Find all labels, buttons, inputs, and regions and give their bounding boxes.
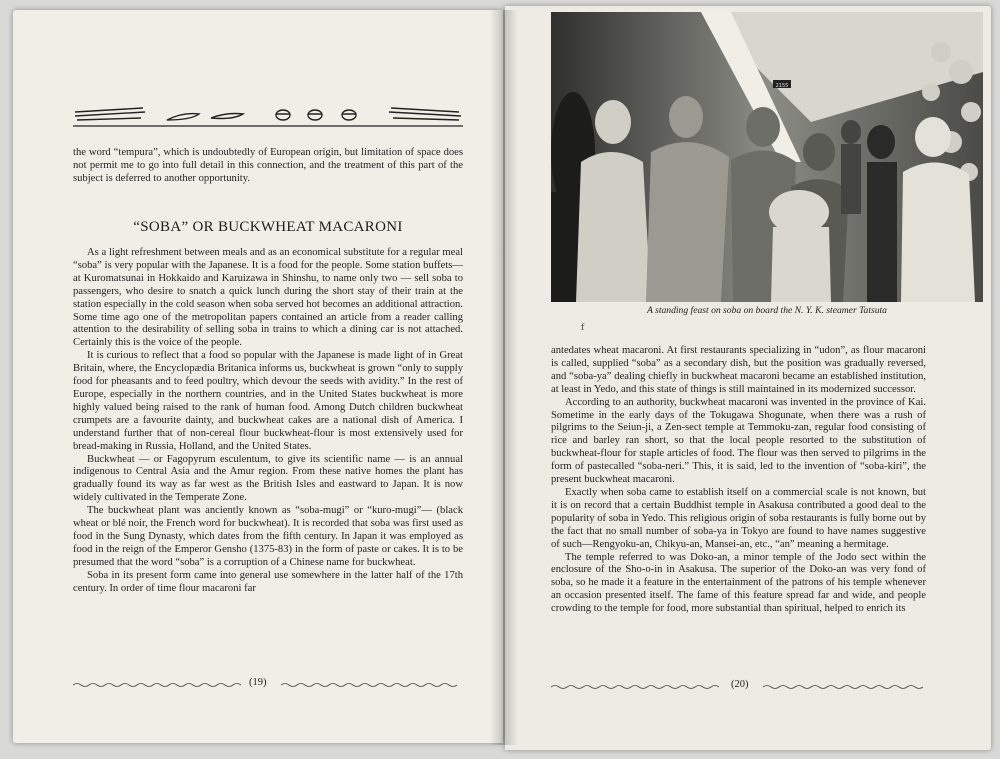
photo-illustration [551, 12, 983, 302]
footer-wavy-rule-right [763, 684, 928, 690]
paragraph: Buckwheat — or Fagopyrum esculentum, to give its scientific name — is an annual indigenous to Central Asia and the Amur region. From these native homes the plant has gradually found its way as far west as the British Isles and eastward to Japan. It is now widely cultivated in the Temperate Zone. [73, 453, 463, 504]
paragraph: antedates wheat macaroni. At first restaurants specializing in “udon”, as flour macaroni is called, supplied “soba” as a secondary dish, but the position was gradually reversed, and “soba-ya” dealing chiefly in buckwheat macaroni became an established institution, at least in Yedo, and this state of things is still maintained in its modernized successor. [551, 345, 926, 395]
paragraph: Soba in its present form came into general use somewhere in the latter half of the 17th century. In order of time flour macaroni far [73, 569, 463, 594]
left-intro-text [73, 147, 463, 186]
chopsticks-bowls-ornament [73, 104, 463, 130]
photo-caption: A standing feast on soba on board the N. Y. K. steamer Tatsuta [647, 305, 887, 316]
section-heading: “SOBA” OR BUCKWHEAT MACARONI [133, 219, 403, 235]
paragraph: Exactly when soba came to establish itself on a commercial scale is not known, but it is on record that a certain Buddhist temple in Asakusa contributed a good deal to the popularity of soba in Yedo. This religious origin of soba restaurants is fully borne out by the fact that no small number of soba-ya in Tokyo are found to have names suggestive of such—Rengyoku-an, Chikyu-an, Mansei-an, etc., “an” meaning a hermitage. [551, 486, 926, 550]
paragraph: The buckwheat plant was anciently known as “soba-mugi” or “kuro-mugi”— (black wheat or blé noir, the French word for buckwheat). It is recorded that soba was first used as food in the Sung Dynasty, which dates from the fifth century. In Japan it was employed as food in the reign of the Emperor Gensho (1375-83) in the form of paste or cakes. It is to be presumed that the word “soba” is a corruption of a Chinese name for buckwheat. [73, 505, 463, 568]
page-number-right: (20) [731, 679, 749, 690]
left-body-text [73, 247, 463, 595]
stray-mark: f [581, 323, 584, 332]
photo-standing-feast [551, 12, 983, 302]
paragraph: The temple referred to was Doko-an, a minor temple of the Jodo sect within the enclosure of the Sho-o-in in Asakusa. The superior of the Doko-an was very fond of soba, so he made it a feature in the entertainment of the patrons of his temple whenever an occasion presented itself. The fame of this feature spread far and wide, and people crowding to the temple for food, more substantial than spiritual, helped to enrich its [551, 551, 926, 615]
right-page [505, 6, 991, 750]
right-body-text [551, 345, 926, 616]
footer-wavy-rule-left [73, 682, 243, 688]
paragraph: As a light refreshment between meals and as an economical substitute for a regular meal “soba” is very popular with the Japanese. It is a food for the people. Some station buffets— at Kuromatsunai in Hokkaido and Karuizawa in Shinshu, to name only two — sell soba to passengers, who desire to snatch a quick lunch during the short stay of their train at the station especially in the cold season when soba served hot becomes an additional attraction. Some time ago one of the metropolitan papers contained an article from a reader calling attention to the desirability of selling soba in trains to which a dining car is not attached. Certainly this is the voice of the people. [73, 247, 463, 349]
book-gutter [490, 10, 518, 745]
left-page [13, 10, 503, 743]
paragraph: It is curious to reflect that a food so popular with the Japanese is made light of in Great Britain, where, the Encyclopædia Britanica informs us, buckwheat is grown “only to supply food for pheasants and to feed poultry, which devour the seeds with avidity.” In the rest of Europe, especially in the northern countries, and in the United States buckwheat is more highly valued being raised to the rank of human food. Among Dutch children buckwheat crumpets are a favourite dainty, and buckwheat cakes are a national dish of America. I understand further that of non-cereal flour buckwheat-flour is most extensively used for bread-making in Russia, Holland, and the United States. [73, 350, 463, 452]
photo-sign-text: 2155 [775, 83, 789, 89]
footer-wavy-rule-right [281, 682, 461, 688]
intro-paragraph: the word “tempura”, which is undoubtedly of European origin, but limitation of space does not permit me to go into full detail in this connection, and the treatment of this part of the subject is deferred to another opportunity. [73, 147, 463, 184]
footer-wavy-rule-left [551, 684, 726, 690]
page-number-left: (19) [249, 677, 267, 688]
paragraph: According to an authority, buckwheat macaroni was invented in the province of Kai. Sometime in the early days of the Tokugawa Shogunate, when there was a rush of pilgrims to the Seiun-ji, a Zen-sect temple at Temmoku-zan, regular food consisting of rice and barley ran short, so that the local people resorted to the substitution of buckwheat-flour for staple articles of food. The flour was then served to pilgrims in the form of pastecalled “soba-neri.” This, it is said, led to the invention of “soba-kiri”, the present buckwheat macaroni. [551, 396, 926, 486]
